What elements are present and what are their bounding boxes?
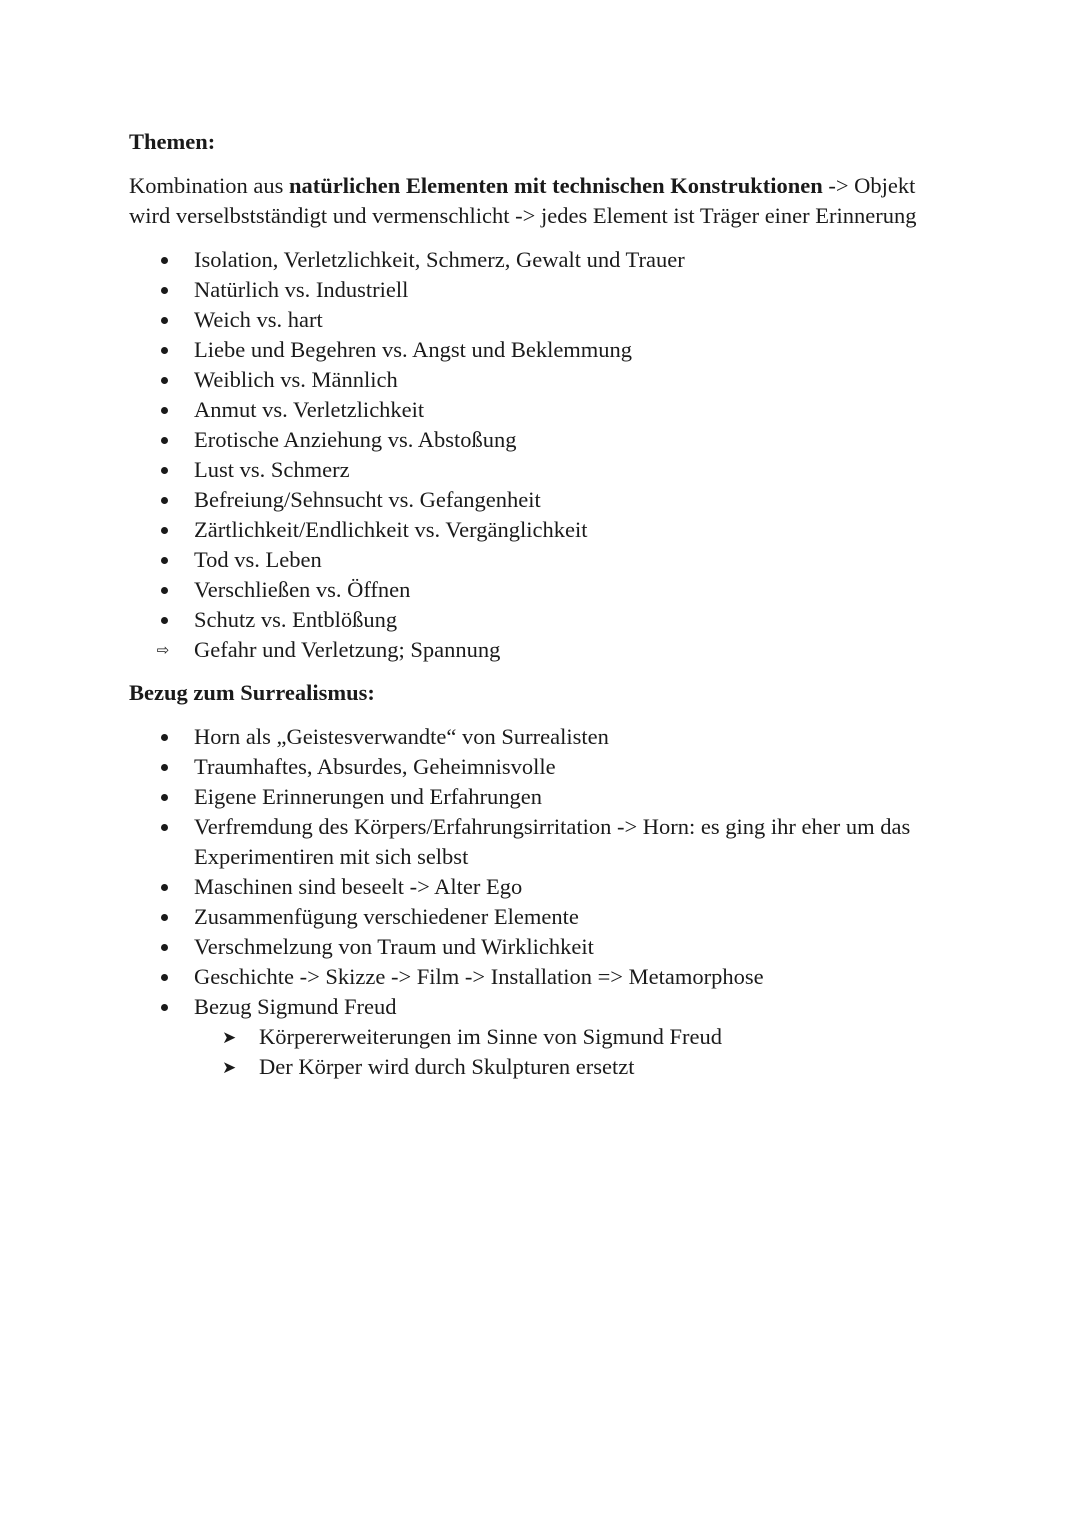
list-item-text: Verschmelzung von Traum und Wirklichkeit xyxy=(194,934,594,959)
list-item-text: Tod vs. Leben xyxy=(194,547,322,572)
surrealismus-heading: Bezug zum Surrealismus: xyxy=(129,680,375,705)
themen-heading: Themen: xyxy=(129,129,216,154)
sub-list-item xyxy=(194,1022,960,1052)
list-item-text: Natürlich vs. Industriell xyxy=(194,277,409,302)
themen-list xyxy=(129,245,960,665)
list-item xyxy=(129,515,960,545)
list-item xyxy=(129,245,960,275)
list-item xyxy=(129,545,960,575)
list-item xyxy=(129,962,960,992)
surrealismus-list xyxy=(129,722,960,1022)
themen-intro xyxy=(129,171,959,231)
list-item-text: Zärtlichkeit/Endlichkeit vs. Vergänglichkeit xyxy=(194,517,588,542)
list-item xyxy=(129,992,960,1022)
conclusion-text: Gefahr und Verletzung; Spannung xyxy=(194,637,501,662)
sub-list-item-text: Körpererweiterungen im Sinne von Sigmund Freud xyxy=(259,1024,723,1049)
arrowhead-icon: ➤ xyxy=(222,1058,237,1078)
list-item-text: Schutz vs. Entblößung xyxy=(194,607,398,632)
list-item-text: Weich vs. hart xyxy=(194,307,323,332)
list-item-text: Traumhaftes, Absurdes, Geheimnisvolle xyxy=(194,754,556,779)
intro-prefix: Kombination aus xyxy=(129,173,289,198)
list-item-text: Erotische Anziehung vs. Abstoßung xyxy=(194,427,517,452)
list-item-text: Verschließen vs. Öffnen xyxy=(194,577,411,602)
list-item xyxy=(129,812,960,872)
arrowhead-icon: ➤ xyxy=(222,1028,237,1048)
list-item xyxy=(129,932,960,962)
sub-list-item xyxy=(194,1052,960,1082)
list-item-text: Verfremdung des Körpers/Erfahrungsirritation -> Horn: es ging ihr eher um das Experimentiren mit sich selbst xyxy=(194,814,911,869)
list-item-text: Liebe und Begehren vs. Angst und Beklemmung xyxy=(194,337,633,362)
freud-sublist xyxy=(129,1022,960,1082)
list-item xyxy=(129,365,960,395)
list-item-text: Isolation, Verletzlichkeit, Schmerz, Gewalt und Trauer xyxy=(194,247,685,272)
sub-list-item-text: Der Körper wird durch Skulpturen ersetzt xyxy=(259,1054,635,1079)
intro-suffix: -> Objekt wird verselbstständigt und vermenschlicht -> jedes Element ist Träger einer Erinnerung xyxy=(129,173,917,228)
list-item xyxy=(129,455,960,485)
list-item-text: Horn als „Geistesverwandte“ von Surrealisten xyxy=(194,724,609,749)
list-item xyxy=(129,395,960,425)
list-item-text: Eigene Erinnerungen und Erfahrungen xyxy=(194,784,542,809)
list-item-text: Anmut vs. Verletzlichkeit xyxy=(194,397,425,422)
list-item-text: Zusammenfügung verschiedener Elemente xyxy=(194,904,579,929)
list-item-text: Geschichte -> Skizze -> Film -> Installation => Metamorphose xyxy=(194,964,764,989)
list-item-text: Befreiung/Sehnsucht vs. Gefangenheit xyxy=(194,487,541,512)
list-item xyxy=(129,575,960,605)
list-item xyxy=(129,425,960,455)
list-item-text: Lust vs. Schmerz xyxy=(194,457,350,482)
list-item xyxy=(129,752,960,782)
list-item xyxy=(129,902,960,932)
list-item-text: Maschinen sind beseelt -> Alter Ego xyxy=(194,874,523,899)
list-item xyxy=(129,335,960,365)
list-item xyxy=(129,485,960,515)
list-item xyxy=(129,605,960,635)
list-item xyxy=(129,275,960,305)
list-item xyxy=(129,722,960,752)
list-item xyxy=(129,782,960,812)
list-item xyxy=(129,305,960,335)
list-item xyxy=(129,872,960,902)
outline-arrow-icon: ⇨ xyxy=(156,641,170,659)
list-item-text: Bezug Sigmund Freud xyxy=(194,994,397,1019)
conclusion-item xyxy=(129,635,960,665)
intro-bold: natürlichen Elementen mit technischen Konstruktionen xyxy=(288,173,823,198)
list-item-text: Weiblich vs. Männlich xyxy=(194,367,398,392)
